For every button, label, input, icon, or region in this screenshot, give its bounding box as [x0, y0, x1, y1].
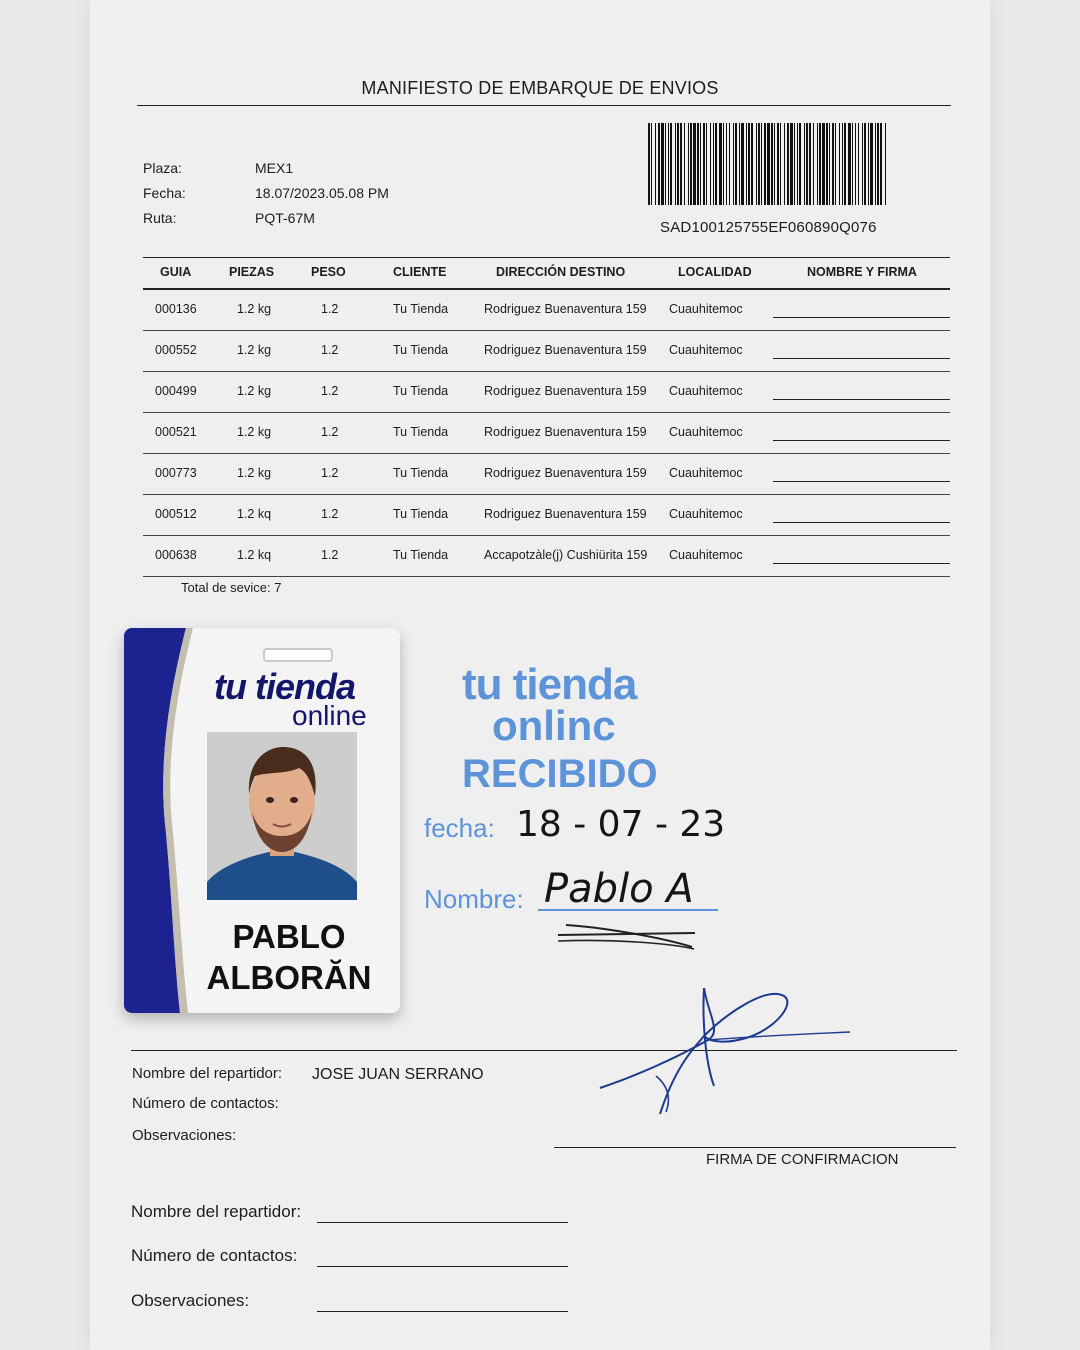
header-piezas: PIEZAS — [229, 265, 275, 279]
cell-piezas: 1.2 kq — [237, 507, 272, 521]
table-row — [143, 495, 950, 536]
cell-peso: 1.2 — [321, 384, 339, 398]
header-cliente: CLIENTE — [393, 265, 447, 279]
meta-fecha-label: Fecha: — [143, 185, 186, 201]
table-row — [143, 536, 950, 577]
firma-label: FIRMA DE CONFIRMACION — [706, 1151, 899, 1168]
cell-peso: 1.2 — [321, 466, 339, 480]
badge-photo — [207, 732, 357, 900]
form-repartidor-label: Nombre del repartidor: — [131, 1202, 302, 1221]
cell-guia: 000136 — [155, 302, 197, 316]
cell-localidad: Cuauhitemoc — [669, 425, 743, 439]
meta-ruta-value: PQT-67M — [255, 210, 315, 226]
cell-direccion: Rodriguez Buenaventura 159 — [484, 466, 647, 480]
table-row — [143, 454, 950, 495]
title-rule — [137, 105, 951, 106]
cell-cliente: Tu Tienda — [393, 425, 449, 439]
cell-localidad: Cuauhitemoc — [669, 384, 743, 398]
cell-piezas: 1.2 kq — [237, 548, 272, 562]
cell-cliente: Tu Tienda — [393, 302, 449, 316]
cell-cliente: Tu Tienda — [393, 466, 449, 480]
repartidor-value: JOSE JUAN SERRANO — [312, 1066, 484, 1083]
table-row — [143, 290, 950, 331]
cell-peso: 1.2 — [321, 548, 339, 562]
cell-localidad: Cuauhitemoc — [669, 507, 743, 521]
header-direccion: DIRECCIÓN DESTINO — [496, 265, 626, 279]
badge-clip-slot — [263, 648, 333, 662]
total-services: Total de sevice: 7 — [181, 580, 282, 595]
stamp-brand-line1: tu tienda — [462, 660, 637, 709]
badge-brand-line2: online — [292, 700, 367, 731]
cell-direccion: Rodriguez Buenaventura 159 — [484, 507, 647, 521]
signature-line — [773, 317, 950, 318]
meta-fecha-value: 18.07/2023.05.08 PM — [255, 185, 389, 201]
form-contactos-label: Número de contactos: — [131, 1246, 298, 1265]
cell-piezas: 1.2 kg — [237, 302, 272, 316]
cell-piezas: 1.2 kg — [237, 343, 272, 357]
header-firma: NOMBRE Y FIRMA — [807, 265, 917, 279]
cell-direccion: Accapotzàle(j) Cushiürita 159 — [484, 548, 648, 562]
barcode-image — [648, 123, 886, 205]
cell-localidad: Cuauhitemoc — [669, 548, 743, 562]
form-observaciones-line — [317, 1311, 568, 1312]
header-peso: PESO — [311, 265, 346, 279]
cell-localidad: Cuauhitemoc — [669, 466, 743, 480]
repartidor-label: Nombre del repartidor: — [132, 1065, 283, 1082]
cell-peso: 1.2 — [321, 425, 339, 439]
cell-localidad: Cuauhitemoc — [669, 343, 743, 357]
cell-cliente: Tu Tienda — [393, 548, 449, 562]
badge-name-first: PABLO — [232, 918, 346, 955]
signature-line — [773, 358, 950, 359]
stamp-brand-line2: onlinc — [492, 702, 616, 749]
stamp-status: RECIBIDO — [462, 752, 658, 796]
form-contactos-line — [317, 1266, 568, 1267]
form-repartidor-line — [317, 1222, 568, 1223]
signature-line — [773, 522, 950, 523]
cell-direccion: Rodriguez Buenaventura 159 — [484, 302, 647, 316]
badge-brand-line1: tu tienda — [214, 666, 355, 707]
stamp-nombre-underline — [530, 905, 730, 955]
stamp-fecha-label: fecha: — [424, 813, 495, 843]
barcode-number: SAD100125755EF060890Q076 — [660, 219, 877, 236]
contactos-label: Número de contactos: — [132, 1095, 279, 1112]
cell-piezas: 1.2 kg — [237, 384, 272, 398]
table-header — [143, 257, 950, 289]
cell-cliente: Tu Tienda — [393, 343, 449, 357]
stamp-nombre-label: Nombre: — [424, 884, 524, 914]
signature-line — [773, 481, 950, 482]
table-row — [143, 413, 950, 454]
signature-line — [773, 440, 950, 441]
observaciones-label: Observaciones: — [132, 1127, 237, 1144]
signature-line — [773, 399, 950, 400]
cell-guia: 000638 — [155, 548, 197, 562]
confirmation-signature — [596, 984, 856, 1124]
table-row — [143, 372, 950, 413]
form-observaciones-label: Observaciones: — [131, 1291, 250, 1310]
cell-guia: 000499 — [155, 384, 197, 398]
shipments-table — [143, 257, 950, 562]
table-row — [143, 331, 950, 372]
cell-direccion: Rodriguez Buenaventura 159 — [484, 343, 647, 357]
cell-piezas: 1.2 kg — [237, 425, 272, 439]
document-title: MANIFIESTO DE EMBARQUE DE ENVIOS — [361, 78, 719, 98]
cell-localidad: Cuauhitemoc — [669, 302, 743, 316]
stamp-nombre-value: Pablo A — [544, 866, 694, 912]
cell-direccion: Rodriguez Buenaventura 159 — [484, 384, 647, 398]
badge-name-last: ALBORĂN — [206, 959, 372, 996]
cell-piezas: 1.2 kg — [237, 466, 272, 480]
cell-guia: 000552 — [155, 343, 197, 357]
cell-direccion: Rodriguez Buenaventura 159 — [484, 425, 647, 439]
header-guia: GUIA — [160, 265, 192, 279]
firma-rule — [554, 1147, 956, 1148]
meta-plaza-value: MEX1 — [255, 160, 294, 176]
meta-plaza-label: Plaza: — [143, 160, 182, 176]
cell-guia: 000773 — [155, 466, 197, 480]
cell-cliente: Tu Tienda — [393, 507, 449, 521]
employee-id-badge — [124, 628, 400, 1013]
header-localidad: LOCALIDAD — [678, 265, 752, 279]
cell-guia: 000512 — [155, 507, 197, 521]
stamp-fecha-value: 18 - 07 - 23 — [516, 804, 726, 845]
signature-line — [773, 563, 950, 564]
cell-cliente: Tu Tienda — [393, 384, 449, 398]
cell-peso: 1.2 — [321, 507, 339, 521]
meta-ruta-label: Ruta: — [143, 210, 177, 226]
cell-peso: 1.2 — [321, 302, 339, 316]
cell-guia: 000521 — [155, 425, 197, 439]
cell-peso: 1.2 — [321, 343, 339, 357]
